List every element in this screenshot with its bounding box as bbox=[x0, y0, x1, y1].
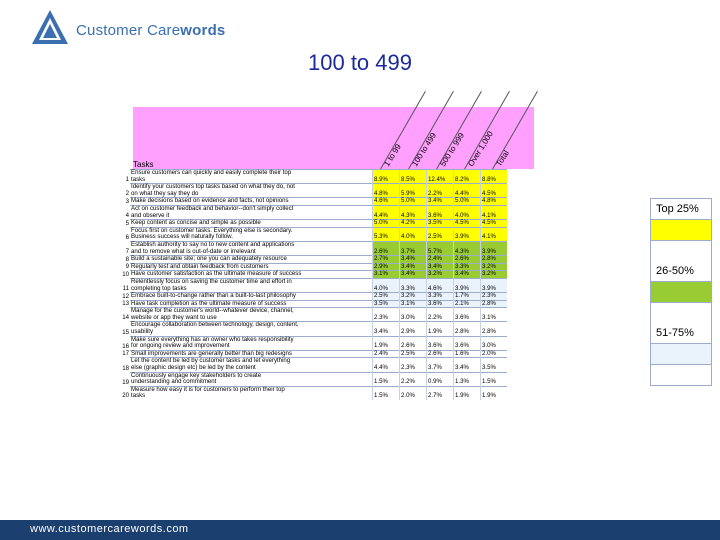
task-text: Ensure customers can quickly and easily complete their top tasks bbox=[130, 170, 373, 184]
value-cell: 4.5% bbox=[481, 184, 508, 198]
value-cell: 3.2% bbox=[481, 271, 508, 279]
value-cell: 3.2% bbox=[481, 263, 508, 271]
table-row bbox=[118, 308, 507, 322]
value-cell: 3.4% bbox=[454, 358, 481, 372]
value-cell: 4.0% bbox=[400, 227, 427, 241]
table-row bbox=[118, 184, 507, 198]
value-cell: 1.5% bbox=[373, 372, 400, 386]
row-number: 15 bbox=[122, 328, 129, 336]
value-cell: 2.2% bbox=[427, 184, 454, 198]
value-cell: 8.2% bbox=[454, 170, 481, 184]
value-cell: 4.5% bbox=[454, 220, 481, 228]
task-text: Establish authority to say no to new content and applications and to remove what is out-of-date or irrelevant bbox=[130, 241, 373, 255]
task-text: Embrace built-to-change rather than a built-to-last philosophy bbox=[130, 293, 373, 301]
value-cell: 5.3% bbox=[373, 227, 400, 241]
value-cell: 3.5% bbox=[427, 220, 454, 228]
legend-spacer bbox=[651, 303, 711, 323]
value-cell: 2.3% bbox=[373, 308, 400, 322]
value-cell: 3.4% bbox=[400, 263, 427, 271]
task-text: Continuously engage key stakeholders to create understanding and commitment bbox=[130, 372, 373, 386]
table-row bbox=[118, 170, 507, 184]
value-cell: 12.4% bbox=[427, 170, 454, 184]
value-cell: 3.6% bbox=[454, 308, 481, 322]
value-cell: 3.5% bbox=[481, 358, 508, 372]
value-cell: 3.7% bbox=[400, 241, 427, 255]
value-cell: 2.6% bbox=[373, 241, 400, 255]
legend-spacer bbox=[651, 365, 711, 385]
legend-swatch bbox=[651, 219, 711, 241]
task-text: Have customer satisfaction as the ultimate measure of success bbox=[130, 271, 373, 279]
tasks-header: Tasks bbox=[133, 160, 154, 169]
value-cell: 2.6% bbox=[454, 256, 481, 264]
table-row bbox=[118, 278, 507, 292]
value-cell: 5.9% bbox=[400, 184, 427, 198]
value-cell: 3.4% bbox=[400, 256, 427, 264]
task-text: Build a sustainable site; one you can adequately resource bbox=[130, 256, 373, 264]
value-cell: 3.3% bbox=[454, 263, 481, 271]
page-title: 100 to 499 bbox=[308, 50, 412, 75]
value-cell: 3.3% bbox=[400, 278, 427, 292]
value-cell: 3.4% bbox=[400, 271, 427, 279]
row-number: 11 bbox=[122, 285, 129, 292]
value-cell: 3.6% bbox=[427, 205, 454, 219]
value-cell: 2.8% bbox=[481, 300, 508, 308]
value-cell: 1.9% bbox=[454, 386, 481, 400]
row-number: 8 bbox=[125, 255, 129, 263]
value-cell: 3.9% bbox=[454, 278, 481, 292]
row-number: 3 bbox=[125, 197, 129, 205]
task-text: Identify your customers top tasks based on what they do, not on what they say they do bbox=[130, 184, 373, 198]
value-cell: 1.9% bbox=[481, 386, 508, 400]
table-row bbox=[118, 322, 507, 336]
table-row bbox=[118, 372, 507, 386]
column-header: 100 to 499 bbox=[410, 131, 439, 168]
value-cell: 1.6% bbox=[454, 350, 481, 358]
value-cell: 4.6% bbox=[427, 278, 454, 292]
value-cell: 4.4% bbox=[454, 184, 481, 198]
task-text: Act on customer feedback and behavior--don't simply collect and observe it bbox=[130, 205, 373, 219]
table-row bbox=[118, 386, 507, 400]
value-cell: 3.9% bbox=[454, 227, 481, 241]
row-number: 14 bbox=[122, 314, 129, 322]
row-number: 9 bbox=[125, 263, 129, 271]
task-text: Regularly test and obtain feedback from customers bbox=[130, 263, 373, 271]
legend-swatch bbox=[651, 343, 711, 365]
value-cell: 2.3% bbox=[481, 293, 508, 301]
task-text: Keep content as concise and simple as possible bbox=[130, 220, 373, 228]
value-cell: 2.8% bbox=[454, 322, 481, 336]
value-cell: 3.5% bbox=[373, 300, 400, 308]
value-cell: 5.0% bbox=[400, 198, 427, 206]
value-cell: 3.4% bbox=[427, 263, 454, 271]
row-number: 2 bbox=[125, 190, 129, 198]
value-cell: 8.9% bbox=[373, 170, 400, 184]
value-cell: 4.5% bbox=[481, 220, 508, 228]
value-cell: 3.1% bbox=[400, 300, 427, 308]
value-cell: 2.7% bbox=[427, 386, 454, 400]
data-table bbox=[118, 169, 507, 400]
value-cell: 3.7% bbox=[427, 358, 454, 372]
legend-swatch bbox=[651, 281, 711, 303]
row-number: 10 bbox=[122, 270, 129, 278]
column-header: 500 to 999 bbox=[438, 131, 467, 168]
value-cell: 2.5% bbox=[373, 293, 400, 301]
task-text: Focus first on customer tasks. Everything else is secondary. Business success will naturally follow. bbox=[130, 227, 373, 241]
value-cell: 1.3% bbox=[454, 372, 481, 386]
value-cell: 3.4% bbox=[454, 271, 481, 279]
value-cell: 1.7% bbox=[454, 293, 481, 301]
value-cell: 2.0% bbox=[400, 386, 427, 400]
column-header: Total bbox=[494, 148, 511, 168]
task-text: Let the content be led by customer tasks and let everything else (graphic design etc) be led by the content bbox=[130, 358, 373, 372]
table-row bbox=[118, 358, 507, 372]
value-cell: 3.4% bbox=[427, 198, 454, 206]
value-cell: 2.9% bbox=[373, 263, 400, 271]
table-row bbox=[118, 336, 507, 350]
value-cell: 3.0% bbox=[400, 308, 427, 322]
value-cell: 8.8% bbox=[481, 170, 508, 184]
value-cell: 5.0% bbox=[373, 220, 400, 228]
value-cell: 3.9% bbox=[481, 241, 508, 255]
footer-bar bbox=[0, 520, 720, 540]
value-cell: 5.7% bbox=[427, 241, 454, 255]
value-cell: 2.1% bbox=[454, 300, 481, 308]
legend-label: Top 25% bbox=[651, 199, 711, 219]
row-number: 6 bbox=[125, 233, 129, 241]
row-number: 16 bbox=[122, 342, 129, 350]
task-text: Make sure everything has an owner who takes responsibility for ongoing review and improvement bbox=[130, 336, 373, 350]
footer-url: www.customercarewords.com bbox=[30, 523, 189, 535]
table-row bbox=[118, 241, 507, 255]
value-cell: 4.2% bbox=[400, 220, 427, 228]
task-text: Relentlessly focus on saving the customer time and effort in completing top tasks bbox=[130, 278, 373, 292]
row-number: 19 bbox=[122, 378, 129, 386]
value-cell: 1.5% bbox=[481, 372, 508, 386]
value-cell: 2.4% bbox=[373, 350, 400, 358]
column-header: 1 to 99 bbox=[382, 142, 403, 168]
value-cell: 3.1% bbox=[481, 308, 508, 322]
row-number: 18 bbox=[122, 364, 129, 372]
value-cell: 2.7% bbox=[373, 256, 400, 264]
value-cell: 3.6% bbox=[454, 336, 481, 350]
value-cell: 4.4% bbox=[373, 205, 400, 219]
task-text: Make decisions based on evidence and facts, not opinions bbox=[130, 198, 373, 206]
row-number: 12 bbox=[122, 292, 129, 300]
logo bbox=[30, 8, 230, 48]
task-text: Manage for the customer's world--whatever device, channel, website or app they want to use bbox=[130, 308, 373, 322]
value-cell: 2.6% bbox=[400, 336, 427, 350]
table-row bbox=[118, 205, 507, 219]
value-cell: 2.8% bbox=[481, 322, 508, 336]
row-number: 17 bbox=[122, 350, 129, 358]
legend-label: 26-50% bbox=[651, 261, 711, 281]
legend bbox=[650, 198, 712, 386]
task-text: Measure how easy it is for customers to perform their top tasks bbox=[130, 386, 373, 400]
value-cell: 3.1% bbox=[373, 271, 400, 279]
value-cell: 2.8% bbox=[481, 256, 508, 264]
legend-spacer bbox=[651, 241, 711, 261]
value-cell: 0.9% bbox=[427, 372, 454, 386]
value-cell: 3.2% bbox=[427, 271, 454, 279]
logo-text: Customer Carewords bbox=[76, 22, 226, 39]
row-number: 13 bbox=[122, 300, 129, 308]
value-cell: 3.9% bbox=[481, 278, 508, 292]
task-text: Small improvements are generally better than big redesigns bbox=[130, 350, 373, 358]
value-cell: 4.3% bbox=[454, 241, 481, 255]
row-number: 5 bbox=[125, 219, 129, 227]
value-cell: 4.6% bbox=[373, 198, 400, 206]
value-cell: 2.2% bbox=[400, 372, 427, 386]
legend-label: 51-75% bbox=[651, 323, 711, 343]
value-cell: 2.5% bbox=[400, 350, 427, 358]
value-cell: 4.8% bbox=[481, 198, 508, 206]
value-cell: 2.3% bbox=[400, 358, 427, 372]
value-cell: 4.1% bbox=[481, 205, 508, 219]
triangle-logo-icon bbox=[30, 8, 70, 46]
value-cell: 4.8% bbox=[373, 184, 400, 198]
value-cell: 3.3% bbox=[427, 293, 454, 301]
value-cell: 4.1% bbox=[481, 227, 508, 241]
task-text: Have task completion as the ultimate measure of success bbox=[130, 300, 373, 308]
value-cell: 3.0% bbox=[481, 336, 508, 350]
value-cell: 2.4% bbox=[427, 256, 454, 264]
value-cell: 3.6% bbox=[427, 300, 454, 308]
value-cell: 3.2% bbox=[400, 293, 427, 301]
value-cell: 1.9% bbox=[427, 322, 454, 336]
value-cell: 2.2% bbox=[427, 308, 454, 322]
row-number: 20 bbox=[122, 392, 129, 400]
value-cell: 2.6% bbox=[427, 350, 454, 358]
value-cell: 5.0% bbox=[454, 198, 481, 206]
value-cell: 2.0% bbox=[481, 350, 508, 358]
value-cell: 2.5% bbox=[427, 227, 454, 241]
value-cell: 3.6% bbox=[427, 336, 454, 350]
value-cell: 1.5% bbox=[373, 386, 400, 400]
value-cell: 4.3% bbox=[400, 205, 427, 219]
row-number: 7 bbox=[125, 248, 129, 256]
value-cell: 4.4% bbox=[373, 358, 400, 372]
value-cell: 1.9% bbox=[373, 336, 400, 350]
task-text: Encourage collaboration between technology, design, content, usability bbox=[130, 322, 373, 336]
value-cell: 8.5% bbox=[400, 170, 427, 184]
row-number: 4 bbox=[125, 212, 129, 220]
table-row bbox=[118, 227, 507, 241]
column-header: Over 1,000 bbox=[466, 129, 495, 168]
row-number: 1 bbox=[125, 176, 129, 184]
value-cell: 2.9% bbox=[400, 322, 427, 336]
value-cell: 3.4% bbox=[373, 322, 400, 336]
value-cell: 4.0% bbox=[373, 278, 400, 292]
value-cell: 4.0% bbox=[454, 205, 481, 219]
